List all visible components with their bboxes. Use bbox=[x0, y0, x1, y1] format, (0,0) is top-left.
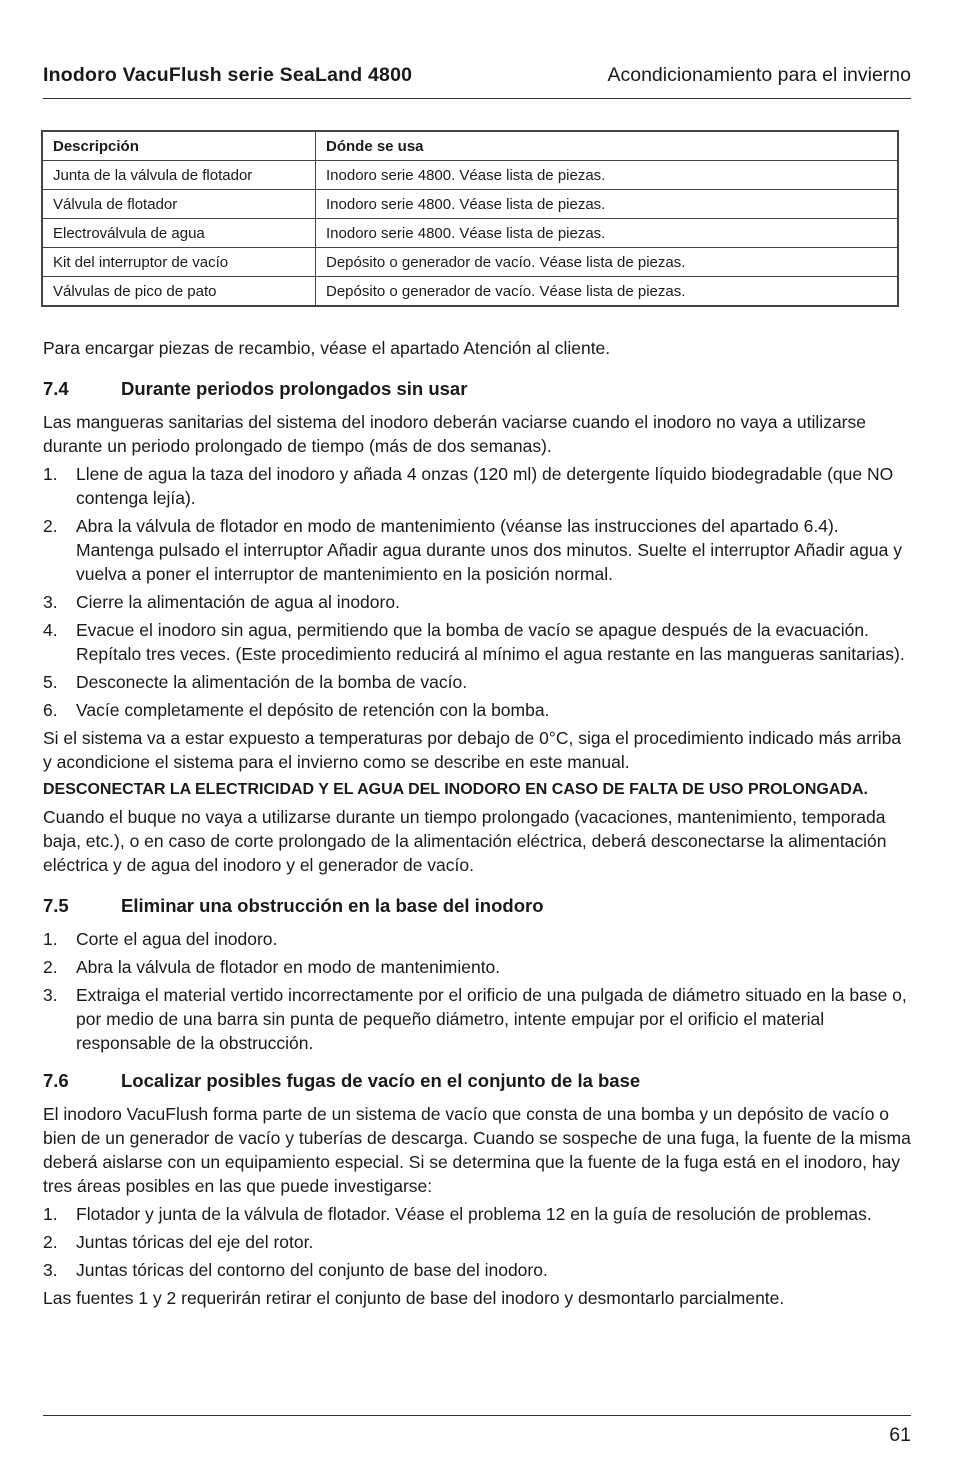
warning-heading: DESCONECTAR LA ELECTRICIDAD Y EL AGUA DEL INODORO EN CASO DE FALTA DE USO PROLONGADA. bbox=[43, 781, 868, 798]
column-header: Descripción bbox=[42, 131, 316, 161]
page-footer bbox=[43, 1415, 911, 1446]
paragraph: Cuando el buque no vaya a utilizarse durante un tiempo prolongado (vacaciones, mantenimiento, temporada baja, etc.), o en caso de corte prolongado de la alimentación eléctrica, deberá desconectarse la alimentación eléctrica y de agua del inodoro y el generador de vacío. bbox=[43, 807, 887, 875]
table-cell: Válvulas de pico de pato bbox=[42, 277, 316, 307]
column-header: Dónde se usa bbox=[316, 131, 899, 161]
page-number: 61 bbox=[889, 1424, 911, 1446]
section-heading-7-4 bbox=[43, 377, 911, 401]
list-item: 6. Vacíe completamente el depósito de retención con la bomba. bbox=[43, 700, 550, 720]
section-heading-7-5 bbox=[43, 894, 911, 918]
table-header-row bbox=[42, 131, 898, 161]
table-row bbox=[42, 277, 898, 307]
table-cell: Depósito o generador de vacío. Véase lista de piezas. bbox=[316, 277, 899, 307]
section-number: 7.5 bbox=[43, 895, 69, 916]
table-row bbox=[42, 219, 898, 248]
section-intro: Las mangueras sanitarias del sistema del inodoro deberán vaciarse cuando el inodoro no vaya a utilizarse durante un periodo prolongado de tiempo (más de dos semanas). bbox=[43, 412, 866, 456]
chapter-title: Acondicionamiento para el invierno bbox=[607, 64, 911, 86]
document-title: Inodoro VacuFlush serie SeaLand 4800 bbox=[43, 64, 413, 86]
table-cell: Inodoro serie 4800. Véase lista de piezas. bbox=[316, 190, 899, 219]
paragraph: Si el sistema va a estar expuesto a temperaturas por debajo de 0°C, siga el procedimiento indicado más arriba y acondicione el sistema para el invierno como se describe en este manual. bbox=[43, 728, 902, 772]
steps-list-7-6 bbox=[43, 1202, 911, 1282]
list-item: 5. Desconecte la alimentación de la bomba de vacío. bbox=[43, 672, 468, 692]
list-item: 1. Corte el agua del inodoro. bbox=[43, 929, 278, 949]
list-item: 1. Llene de agua la taza del inodoro y añada 4 onzas (120 ml) de detergente líquido biodegradable (que NO contenga lejía). bbox=[43, 464, 894, 508]
section-number: 7.4 bbox=[43, 378, 69, 399]
list-item: 2. Abra la válvula de flotador en modo de mantenimiento. bbox=[43, 957, 501, 977]
table-cell: Inodoro serie 4800. Véase lista de piezas. bbox=[316, 161, 899, 190]
order-note: Para encargar piezas de recambio, véase el apartado Atención al cliente. bbox=[43, 338, 611, 358]
body-content bbox=[43, 336, 911, 1310]
list-item: 2. Juntas tóricas del eje del rotor. bbox=[43, 1232, 314, 1252]
steps-list-7-5 bbox=[43, 927, 911, 1055]
table-cell: Electroválvula de agua bbox=[42, 219, 316, 248]
list-item: 4. Evacue el inodoro sin agua, permitiendo que la bomba de vacío se apague después de la evacuación. Repítalo tres veces. (Este procedimiento reducirá al mínimo el agua restante en las mangueras sanitarias). bbox=[43, 620, 905, 664]
page-header bbox=[43, 64, 911, 99]
section-number: 7.6 bbox=[43, 1070, 69, 1091]
table-row bbox=[42, 161, 898, 190]
table-cell: Junta de la válvula de flotador bbox=[42, 161, 316, 190]
steps-list-7-4 bbox=[43, 462, 911, 722]
table-cell: Válvula de flotador bbox=[42, 190, 316, 219]
table-row bbox=[42, 248, 898, 277]
paragraph: Las fuentes 1 y 2 requerirán retirar el conjunto de base del inodoro y desmontarlo parcialmente. bbox=[43, 1288, 785, 1308]
table-cell: Kit del interruptor de vacío bbox=[42, 248, 316, 277]
list-item: 2. Abra la válvula de flotador en modo de mantenimiento (véanse las instrucciones del apartado 6.4). Mantenga pulsado el interruptor Añadir agua durante unos dos minutos. Suelte el interruptor Añadir agua y vuelva a poner el interruptor de mantenimiento en la posición normal. bbox=[43, 516, 902, 584]
section-heading-7-6 bbox=[43, 1069, 911, 1093]
section-title: Localizar posibles fugas de vacío en el conjunto de la base bbox=[121, 1070, 641, 1091]
list-item: 3. Juntas tóricas del contorno del conjunto de base del inodoro. bbox=[43, 1260, 548, 1280]
parts-table bbox=[41, 130, 899, 307]
section-title: Eliminar una obstrucción en la base del inodoro bbox=[121, 895, 544, 916]
list-item: 3. Extraiga el material vertido incorrectamente por el orificio de una pulgada de diámetro situado en la base o, por medio de una barra sin punta de pequeño diámetro, intente empujar por el orificio el material responsable de la obstrucción. bbox=[43, 985, 907, 1053]
table-cell: Depósito o generador de vacío. Véase lista de piezas. bbox=[316, 248, 899, 277]
table-cell: Inodoro serie 4800. Véase lista de piezas. bbox=[316, 219, 899, 248]
section-intro: El inodoro VacuFlush forma parte de un sistema de vacío que consta de una bomba y un depósito de vacío o bien de un generador de vacío y tuberías de descarga. Cuando se sospeche de una fuga, la fuente de la misma deberá aislarse con un equipamiento especial. Si se determina que la fuente de la fuga está en el inodoro, hay tres áreas posibles en las que puede investigarse: bbox=[43, 1104, 911, 1196]
list-item: 1. Flotador y junta de la válvula de flotador. Véase el problema 12 en la guía de resolución de problemas. bbox=[43, 1204, 872, 1224]
list-item: 3. Cierre la alimentación de agua al inodoro. bbox=[43, 592, 400, 612]
table-row bbox=[42, 190, 898, 219]
section-title: Durante periodos prolongados sin usar bbox=[121, 378, 468, 399]
